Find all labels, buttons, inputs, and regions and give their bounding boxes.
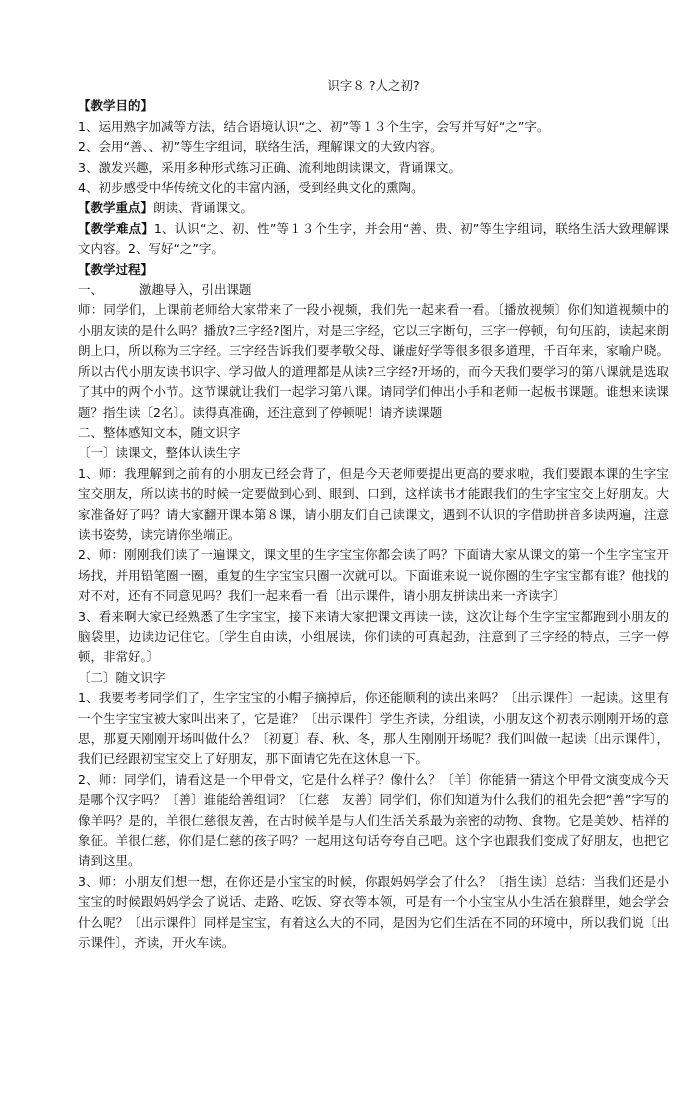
key-point [78,198,669,218]
section1-number: 一、 [78,282,104,298]
sub1-para-2: 2、师：刚刚我们读了一遍课文，课文里的生字宝宝你都会读了吗？下面请大家从课文的第一个生字宝宝开场找，并用铅笔圈一圈，重复的生字宝宝只圈一次就可以。下面谁来说一说你圈的生字宝宝都有谁？他找的对不对，还有不同意见吗？我们一起来看一看〔出示课件，请小朋友拼读出来一齐读字〕 [78,547,669,604]
section2-title: 二、整体感知文本，随文识字 [78,424,241,440]
sub2-title: 〔二〕随文识字 [78,669,166,685]
goal-item-1: 1、运用熟字加减等方法，结合语境认识“之、初”等１３个生字，会写并写好“之”字。 [78,118,550,134]
goals-header: 【教学目的】 [78,98,154,114]
goal-item-2: 2、会用“善、、初”等生字组词，联络生活，理解课文的大致内容。 [78,139,443,155]
sub2-para-1: 1、我要考考同学们了，生字宝宝的小帽子摘掉后，你还能顺利的读出来吗？〔出示课件〕一起读。这里有一个生字宝宝被大家叫出来了，它是谁？〔出示课件〕学生齐读，分组读，小朋友这个初表示刚刚开场的意思，那夏天刚刚开场叫做什么？〔初夏〕春、秋、冬，那人生刚刚开场呢？我们叫做一起读〔出示课件〕，我们已经跟初宝宝交上了好朋友，那下面请它先在这休息一下。 [78,690,669,767]
goal-item-3: 3、激发兴趣，采用多种形式练习正确、流利地朗读课文，背诵课文。 [78,159,461,175]
document-title: 识字８ ?人之初? [327,78,420,93]
key-point-text: 朗读、背诵课文。 [153,200,254,216]
key-point-header: 【教学重点】 [78,200,154,216]
sub1-para-3: 3、看来啊大家已经熟悉了生字宝宝，接下来请大家把课文再读一读，这次让每个生字宝宝都跑到小朋友的脑袋里，边读边记住它。〔学生自由读，小组展读，你们读的可真起劲，注意到了三字经的特点，三字一停顿，非常好。〕 [78,608,669,665]
sub2-para-3: 3、师：小朋友们想一想，在你还是小宝宝的时候，你跟妈妈学会了什么？〔指生读〕总结：当我们还是小宝宝的时候跟妈妈学会了说话、走路、吃饭、穿衣等本领，可是有一个小宝宝从小生活在狼群里，她会学会什么呢？〔出示课件〕同样是宝宝，有着这么大的不同，是因为它们生活在不同的环境中，所以我们说〔出示课件〕，齐读，开火车读。 [78,873,669,951]
section1-title: 激趣导入，引出课题 [139,282,252,298]
sub2-para-2: 2、师：同学们，请看这是一个甲骨文，它是什么样子？像什么？〔羊〕你能猜一猜这个甲骨文演变成今天是哪个汉字吗？〔善〕谁能给善组词？〔仁慈 友善〕同学们，你们知道为什么我们的祖先会把“善”字写的像羊吗？是的，羊很仁慈很友善，在古时候羊是与人们生活关系最为亲密的动物、食物。它是美妙、桔祥的象征。羊很仁慈，你们是仁慈的孩子吗？一起用这句话夸夸自己吧。这个字也跟我们变成了好朋友，也把它请到这里。 [78,771,669,869]
sub1-title: 〔一〕读课文，整体认读生字 [78,445,241,461]
sub1-para-1: 1、师：我理解到之前有的小朋友已经会背了，但是今天老师要提出更高的要求啦，我们要跟本课的生字宝宝交朋友，所以读书的时候一定要做到心到、眼到、口到，这样读书才能跟我们的生字宝宝交上好朋友。大家准备好了吗？请大家翻开课本第８课，请小朋友们自己读课文，遇到不认识的字借助拼音多读两遍，注意读书姿势，读完请你坐端正。 [78,465,669,542]
process-header: 【教学过程】 [78,261,154,277]
goal-item-4: 4、初步感受中华传统文化的丰富内涵，受到经典文化的熏陶。 [78,180,424,196]
difficulty-text: 1、认识“之、初、性”等１３个生字，并会用“善、贵、初”等生字组词，联络生活大致理解课文内容。2、写好“之”字。 [78,220,669,257]
difficulty [78,219,669,260]
difficulty-header: 【教学难点】 [78,220,154,236]
section1-heading [78,280,669,300]
section1-text: 师：同学们，上课前老师给大家带来了一段小视频，我们先一起来看一看。〔播放视频〕你们知道视频中的小朋友读的是什么吗？播放?三字经?图片，对是三字经，它以三字断句，三字一停顿，句句压韵，读起来朗朗上口，所以称为三字经。三字经告诉我们要孝敬父母、谦虚好学等很多很多道理，千百年来，家喻户晓。所以古代小朋友读书识字、学习做人的道理都是从读?三字经?开场的，而今天我们要学习的第八课就是选取了其中的两个小节。这节课就让我们一起学习第八课。请同学们伸出小手和老师一起板书课题。谁想来读课题？指生读〔2名〕。读得真准确，还注意到了停顿呢！请齐读课题 [78,302,669,420]
